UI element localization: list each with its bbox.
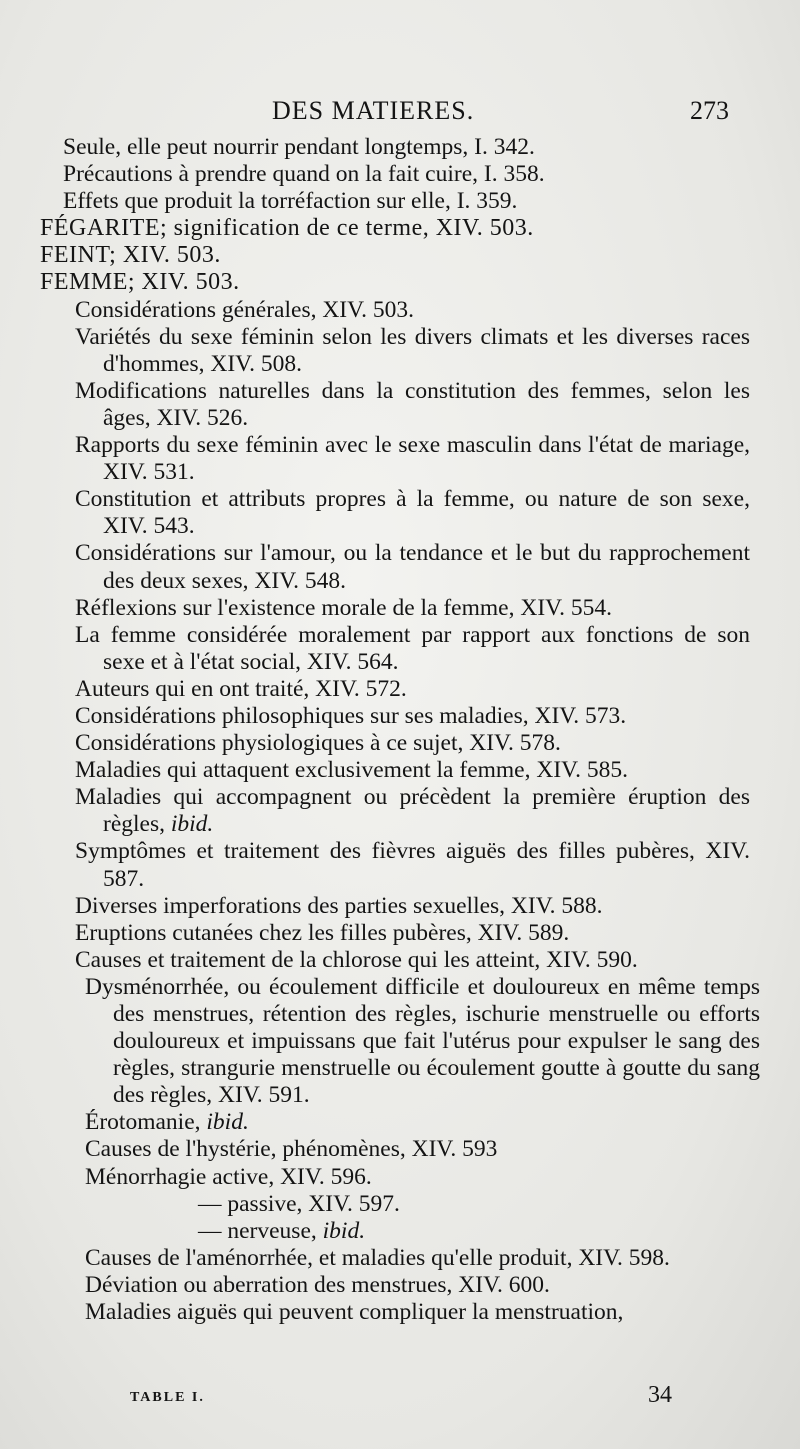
index-entry: Maladies aiguës qui peuvent compliquer la menstruation, (85, 1299, 624, 1326)
index-entry: Causes et traitement de la chlorose qui les atteint, XIV. 590. (75, 946, 638, 973)
index-entries (0, 134, 800, 1326)
index-entry: Seule, elle peut nourrir pendant longtemps, I. 342. (63, 134, 535, 160)
index-entry: Causes de l'hystérie, phénomènes, XIV. 593 (85, 1136, 498, 1163)
index-entry: Variétés du sexe féminin selon les divers climats et les diverses races d'hommes, XIV. 508. (75, 323, 750, 377)
index-entry: Symptômes et traitement des fièvres aiguës des filles pubères, XIV. 587. (75, 838, 750, 892)
ibid-ref: ibid. (322, 1217, 366, 1244)
ibid-ref: ibid. (170, 811, 214, 838)
header-title: DES MATIERES. (272, 96, 475, 125)
index-heading: FÉGARITE; signification de ce terme, XIV. 503. (40, 215, 534, 242)
index-heading: FEINT; XIV. 503. (40, 242, 221, 269)
index-entry: Maladies qui attaquent exclusivement la femme, XIV. 585. (75, 757, 628, 784)
index-entry: Causes de l'aménorrhée, et maladies qu'elle produit, XIV. 598. (85, 1244, 670, 1271)
index-entry: Considérations générales, XIV. 503. (75, 296, 414, 323)
index-entry: Eruptions cutanées chez les filles pubères, XIV. 589. (75, 919, 570, 946)
entry-text: Maladies qui accompagnent ou précèdent la première éruption des règles, (75, 784, 750, 838)
index-entry: Modifications naturelles dans la constitution des femmes, selon les âges, XIV. 526. (75, 377, 750, 431)
index-entry: Réflexions sur l'existence morale de la femme, XIV. 554. (75, 594, 612, 621)
index-entry: Déviation ou aberration des menstrues, XIV. 600. (85, 1271, 550, 1298)
index-entry (0, 1109, 800, 1136)
entry-text: Érotomanie, (85, 1109, 207, 1136)
index-entry: Constitution et attributs propres à la femme, ou nature de son sexe, XIV. 543. (75, 486, 750, 540)
index-entry: Considérations physiologiques à ce sujet, XIV. 578. (75, 730, 561, 757)
index-subentry (0, 1218, 800, 1245)
index-heading: FEMME; XIV. 503. (40, 269, 240, 296)
index-entry: Effets que produit la torréfaction sur elle, I. 359. (63, 188, 518, 215)
index-entry: La femme considérée moralement par rapport aux fonctions de son sexe et à l'état social, XIV. 564. (75, 621, 750, 675)
index-entry: Ménorrhagie active, XIV. 596. (85, 1163, 372, 1190)
index-entry: Rapports du sexe féminin avec le sexe masculin dans l'état de mariage, XIV. 531. (75, 432, 750, 486)
signature-mark: TABLE I. (130, 1390, 205, 1405)
sheet-number: 34 (648, 1382, 672, 1408)
index-entry: Considérations philosophiques sur ses maladies, XIV. 573. (75, 702, 627, 729)
index-entry (0, 784, 800, 838)
index-subentry: — passive, XIV. 597. (198, 1190, 400, 1217)
entry-text: — nerveuse, (198, 1217, 323, 1244)
index-entry: Dysménorrhée, ou écoulement difficile et douloureux en même temps des menstrues, rétention des règles, ischurie menstruelle ou efforts douloureux et impuissans que fait l'utérus pour expulser le sang des règles, strangurie menstruelle ou écoulement goutte à goutte du sang des règles, XIV. 591. (85, 973, 760, 1109)
running-header (0, 96, 800, 130)
index-entry: Précautions à prendre quand on la fait cuire, I. 358. (63, 161, 545, 188)
index-entry: Auteurs qui en ont traité, XIV. 572. (75, 675, 407, 702)
ibid-ref: ibid. (206, 1109, 249, 1136)
index-entry: Considérations sur l'amour, ou la tendance et le but du rapprochement des deux sexes, XIV. 548. (75, 540, 750, 594)
page-number: 273 (690, 96, 729, 125)
index-entry: Diverses imperforations des parties sexuelles, XIV. 588. (75, 892, 603, 919)
page-footer (0, 1382, 800, 1418)
